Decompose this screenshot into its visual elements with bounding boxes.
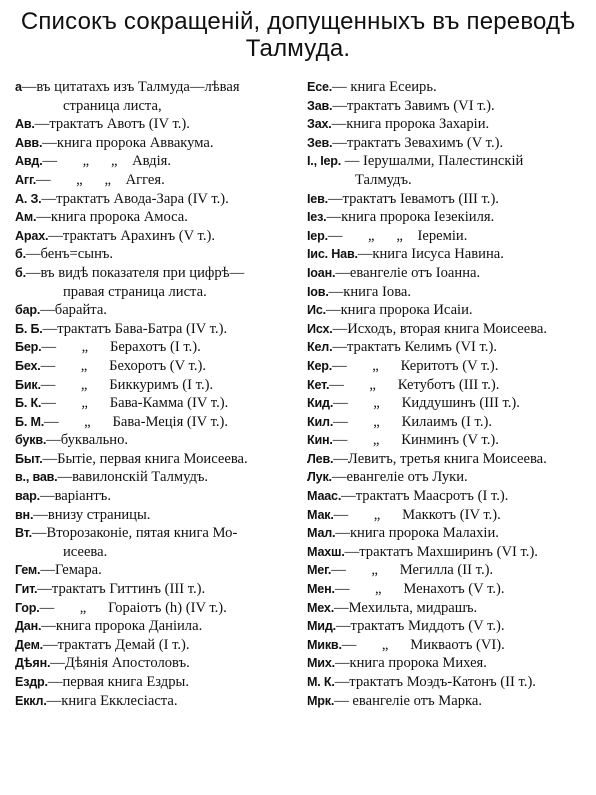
abbreviation: Ам. xyxy=(15,210,37,225)
abbreviation: Быт. xyxy=(15,451,43,466)
abbreviation-meaning: —книга Іисуса Навина. xyxy=(357,246,504,263)
abbreviation-entry xyxy=(307,599,591,618)
abbreviation: бар. xyxy=(15,303,41,318)
abbreviation: Микв. xyxy=(307,637,342,652)
abbreviation-entry xyxy=(307,245,591,264)
abbreviation-meaning: —трактатъ Маасротъ (I т.). xyxy=(341,488,509,505)
abbreviation-meaning: —книга пророка Даніила. xyxy=(41,618,203,635)
abbreviation-meaning: — евангеліе отъ Марка. xyxy=(334,692,483,709)
abbreviation-entry xyxy=(15,97,305,116)
abbreviation-meaning: — „ Кетуботъ (III т.). xyxy=(329,376,500,393)
abbreviation: Мрк. xyxy=(307,693,335,708)
abbreviation: Бех. xyxy=(15,358,41,373)
abbreviation-meaning: —евангеліе отъ Іоанна. xyxy=(335,264,481,281)
abbreviation: Есе. xyxy=(307,80,333,94)
abbreviation: Мен. xyxy=(307,582,335,597)
abbreviation-entry xyxy=(307,561,591,580)
abbreviation-meaning: —трактатъ Зевахимъ (V т.). xyxy=(332,134,504,151)
abbreviation-meaning: —евангеліе отъ Луки. xyxy=(331,469,468,486)
abbreviation-meaning: — „ Керитотъ (V т.). xyxy=(332,357,499,374)
abbreviation: вар. xyxy=(15,489,40,504)
abbreviation-meaning: — „ Маккотъ (IV т.). xyxy=(333,506,501,523)
abbreviation-entry xyxy=(15,394,305,413)
abbreviation: Кид. xyxy=(307,396,334,411)
abbreviation-meaning: —трактатъ Бава-Батра (IV т.). xyxy=(42,320,228,337)
abbreviation-meaning: —книга пророка Малахіи. xyxy=(335,525,499,542)
abbreviation-meaning: — „ Микваотъ (VI). xyxy=(341,636,505,653)
abbreviation-meaning: — „ „ Іереміи. xyxy=(327,227,468,244)
abbreviation-entry xyxy=(307,617,591,636)
abbreviation-meaning: — „ Биккуримъ (I т.). xyxy=(40,376,214,393)
abbreviation: Мид. xyxy=(307,619,336,634)
abbreviation-entry xyxy=(307,692,591,711)
abbreviation-meaning: —Исходъ, вторая книга Моисеева. xyxy=(332,320,548,337)
abbreviation-meaning: —Второзаконіе, пятая книга Мо- xyxy=(31,525,238,542)
abbreviation: б. xyxy=(15,247,26,262)
abbreviation-entry xyxy=(307,506,591,525)
abbreviation: Дѣян. xyxy=(15,656,51,671)
abbreviation: Бик. xyxy=(15,377,41,392)
abbreviation-entry xyxy=(307,580,591,599)
abbreviation-meaning: —книга Екклесіаста. xyxy=(46,692,178,709)
right-column xyxy=(307,78,591,710)
abbreviation: А. З. xyxy=(15,191,42,206)
abbreviation: Мал. xyxy=(307,526,336,541)
abbreviation-entry xyxy=(15,543,305,562)
abbreviation-entry xyxy=(15,264,305,283)
abbreviation-meaning: — Іерушалми, Палестинскій xyxy=(341,153,524,170)
abbreviation-meaning: Талмудъ. xyxy=(355,171,412,188)
abbreviation-meaning: —въ видѣ показателя при цифрѣ— xyxy=(25,264,245,281)
abbreviation-entry xyxy=(15,320,305,339)
abbreviation-meaning: — „ Гораіотъ (h) (IV т.). xyxy=(39,599,227,616)
abbreviation-meaning: —книга пророка Іезекіиля. xyxy=(326,209,495,226)
abbreviation-meaning: —Гемара. xyxy=(40,562,102,579)
abbreviation-meaning: —трактатъ Гиттинъ (III т.). xyxy=(37,581,206,598)
abbreviation-meaning: —трактатъ Іевамотъ (III т.). xyxy=(327,190,499,207)
abbreviation-entry xyxy=(307,320,591,339)
abbreviation-meaning: —книга пророка Амоса. xyxy=(36,209,188,226)
abbreviation-entry xyxy=(15,376,305,395)
abbreviation-meaning: —трактатъ Завимъ (VI т.). xyxy=(332,97,495,114)
abbreviation-entry xyxy=(15,524,305,543)
abbreviation: М. К. xyxy=(307,675,335,689)
abbreviation-entry xyxy=(307,487,591,506)
abbreviation-entry xyxy=(15,227,305,246)
abbreviation-entry xyxy=(15,115,305,134)
abbreviation: букв. xyxy=(15,433,47,448)
abbreviation: Авд. xyxy=(15,154,43,169)
abbreviation: Ездр. xyxy=(15,675,48,689)
abbreviation-meaning: — „ Мегилла (II т.). xyxy=(331,562,494,579)
abbreviation: Зав. xyxy=(307,98,333,113)
abbreviation-meaning: — „ Кинминъ (V т.). xyxy=(332,432,499,449)
abbreviation-meaning: —книга Іова. xyxy=(328,283,412,300)
abbreviation-meaning: —книга пророка Захаріи. xyxy=(331,116,490,133)
abbreviation-entry xyxy=(15,506,305,525)
abbreviation-entry xyxy=(15,413,305,432)
abbreviation: Маас. xyxy=(307,489,342,504)
abbreviation-entry xyxy=(307,450,591,469)
abbreviation: Зах. xyxy=(307,117,332,132)
abbreviation: Іер. xyxy=(307,228,328,243)
abbreviation: Бер. xyxy=(15,340,42,355)
abbreviation-meaning: —Бытіе, первая книга Моисеева. xyxy=(42,450,248,467)
abbreviation-meaning: — „ Бехоротъ (V т.). xyxy=(40,357,206,374)
abbreviation: Кет. xyxy=(307,377,330,392)
abbreviation-entry xyxy=(307,115,591,134)
abbreviation-meaning: — „ Килаимъ (I т.). xyxy=(333,413,492,430)
abbreviation: Дан. xyxy=(15,619,42,634)
abbreviation-entry xyxy=(307,376,591,395)
abbreviation: а xyxy=(15,80,22,94)
abbreviation-entry xyxy=(307,338,591,357)
abbreviation-meaning: — „ Бава-Камма (IV т.). xyxy=(41,395,229,412)
page-title xyxy=(0,8,596,62)
abbreviation: Агг. xyxy=(15,172,37,187)
abbreviation-meaning: — „ Киддушинъ (III т.). xyxy=(333,395,520,412)
abbreviation-meaning: правая страница листа. xyxy=(63,283,207,300)
abbreviation-meaning: —трактатъ Моэдъ-Катонъ (II т.). xyxy=(334,674,536,690)
abbreviation: Іоан. xyxy=(307,265,336,280)
abbreviation: Мак. xyxy=(307,507,334,522)
abbreviation: І., Іер. xyxy=(307,154,342,169)
abbreviation-meaning: —трактатъ Арахинъ (V т.). xyxy=(48,227,215,244)
abbreviation: Мех. xyxy=(307,600,335,615)
abbreviation: Еккл. xyxy=(15,693,47,708)
abbreviation: Зев. xyxy=(307,135,333,150)
abbreviation-meaning: —первая книга Ездры. xyxy=(47,674,189,690)
abbreviation-entry xyxy=(307,208,591,227)
abbreviation: вн. xyxy=(15,507,34,522)
abbreviation-entry xyxy=(307,301,591,320)
abbreviation-entry xyxy=(307,357,591,376)
abbreviation: Лук. xyxy=(307,470,332,485)
abbreviation: Гит. xyxy=(15,582,38,597)
abbreviation-entry xyxy=(15,78,305,97)
abbreviation-meaning: —трактатъ Келимъ (VI т.). xyxy=(332,339,497,356)
abbreviation: Лев. xyxy=(307,451,334,466)
abbreviation-entry xyxy=(307,543,591,562)
abbreviation-entry xyxy=(307,654,591,673)
abbreviation-meaning: —Мехильта, мидрашъ. xyxy=(334,599,478,616)
abbreviation: Іис. Нав. xyxy=(307,247,358,262)
abbreviation-meaning: —трактатъ Авотъ (IV т.). xyxy=(34,116,190,133)
abbreviation: Вт. xyxy=(15,526,32,541)
abbreviation: в., вав. xyxy=(15,470,58,485)
abbreviation-meaning: —книга пророка Михея. xyxy=(334,655,487,672)
abbreviation-meaning: —буквально. xyxy=(46,432,129,449)
abbreviation: Іев. xyxy=(307,191,328,206)
abbreviation: Авв. xyxy=(15,135,43,150)
abbreviation-entry xyxy=(15,468,305,487)
abbreviation: Гор. xyxy=(15,600,40,615)
abbreviation-entry xyxy=(307,468,591,487)
abbreviation: Ис. xyxy=(307,303,326,318)
abbreviation-entry xyxy=(15,171,305,190)
abbreviation-meaning: —вавилонскій Талмудъ. xyxy=(57,469,209,486)
abbreviation-meaning: —бенъ=сынъ. xyxy=(25,246,114,263)
abbreviation-meaning: —Левитъ, третья книга Моисеева. xyxy=(333,450,547,467)
abbreviation-entry xyxy=(15,208,305,227)
abbreviation-entry xyxy=(307,431,591,450)
abbreviation-entry xyxy=(307,97,591,116)
abbreviation-meaning: исеева. xyxy=(63,543,108,560)
abbreviation-meaning: —книга пророка Аввакума. xyxy=(42,134,214,151)
abbreviation-entry xyxy=(15,487,305,506)
abbreviation-entry xyxy=(307,413,591,432)
left-column xyxy=(15,78,305,710)
abbreviation-entry xyxy=(15,654,305,673)
title-line-2: Талмуда. xyxy=(245,35,351,62)
abbreviation-meaning: — „ „ Авдія. xyxy=(42,153,172,170)
abbreviation-entry xyxy=(307,152,591,171)
abbreviation-meaning: —барайта. xyxy=(40,302,107,319)
abbreviation-meaning: страница листа, xyxy=(63,97,162,114)
abbreviation: Гем. xyxy=(15,563,41,578)
abbreviation-entry xyxy=(307,264,591,283)
abbreviation: Кел. xyxy=(307,340,333,355)
abbreviation-entry xyxy=(15,692,305,711)
abbreviation-entry xyxy=(15,152,305,171)
abbreviation-meaning: — „ „ Аггея. xyxy=(36,171,165,188)
abbreviation-meaning: —Дѣянія Апостоловъ. xyxy=(50,655,190,672)
abbreviation-entry xyxy=(15,245,305,264)
abbreviation-entry xyxy=(15,301,305,320)
abbreviation: Дем. xyxy=(15,637,43,652)
abbreviation-meaning: —трактатъ Демай (I т.). xyxy=(42,636,190,653)
abbreviation: Мих. xyxy=(307,656,335,671)
abbreviation-entry xyxy=(15,134,305,153)
abbreviation: Б. М. xyxy=(15,414,45,429)
abbreviation-entry xyxy=(15,599,305,618)
abbreviation: Ав. xyxy=(15,117,35,132)
title-line-1: Списокъ сокращеній, допущенныхъ въ переводѣ xyxy=(20,8,576,35)
abbreviation: Кин. xyxy=(307,433,333,448)
abbreviation: Кер. xyxy=(307,358,333,373)
abbreviation-entry xyxy=(15,673,305,692)
abbreviation-meaning: —внизу страницы. xyxy=(33,506,151,523)
abbreviation-entry xyxy=(307,524,591,543)
abbreviation-entry xyxy=(15,450,305,469)
abbreviation-entry xyxy=(15,431,305,450)
abbreviation-entry xyxy=(15,561,305,580)
abbreviation-entry xyxy=(307,190,591,209)
abbreviation-meaning: — „ Бава-Меція (IV т.). xyxy=(44,413,229,430)
abbreviation-entry xyxy=(15,338,305,357)
abbreviation-meaning: — книга Есеирь. xyxy=(332,79,437,95)
abbreviation: Б. Б. xyxy=(15,321,43,336)
abbreviation-entry xyxy=(15,190,305,209)
abbreviation: Исх. xyxy=(307,321,333,336)
abbreviation-meaning: —трактатъ Махширинъ (VI т.). xyxy=(344,543,538,560)
abbreviation: Б. К. xyxy=(15,396,42,411)
abbreviation: Іов. xyxy=(307,284,329,299)
abbreviation-meaning: — „ Берахотъ (I т.). xyxy=(41,339,201,356)
abbreviation: Мег. xyxy=(307,563,332,578)
abbreviation-entry xyxy=(307,227,591,246)
abbreviation-meaning: —книга пророка Исаіи. xyxy=(325,302,473,319)
abbreviation-entry xyxy=(307,78,591,97)
abbreviation-entry xyxy=(15,636,305,655)
abbreviation-entry xyxy=(307,171,591,190)
abbreviation: б. xyxy=(15,265,26,280)
abbreviation-entry xyxy=(307,673,591,692)
abbreviation-meaning: —трактатъ Авода-Зара (IV т.). xyxy=(41,190,229,207)
abbreviation: Махш. xyxy=(307,544,345,559)
abbreviation-entry xyxy=(15,617,305,636)
abbreviation-meaning: —въ цитатахъ изъ Талмуда—лѣвая xyxy=(21,79,240,95)
abbreviation: Кил. xyxy=(307,414,334,429)
abbreviation-meaning: —варіантъ. xyxy=(39,488,111,505)
abbreviation: Арах. xyxy=(15,228,49,243)
abbreviation-entry xyxy=(307,134,591,153)
abbreviation-entry xyxy=(307,394,591,413)
abbreviation-entry xyxy=(15,580,305,599)
abbreviation-meaning: — „ Менахотъ (V т.). xyxy=(334,581,505,598)
abbreviation-entry xyxy=(15,283,305,302)
abbreviation-entry xyxy=(307,283,591,302)
abbreviation-entry xyxy=(15,357,305,376)
abbreviation: Іез. xyxy=(307,210,327,225)
abbreviation-entry xyxy=(307,636,591,655)
abbreviation-meaning: —трактатъ Миддотъ (V т.). xyxy=(335,618,505,635)
